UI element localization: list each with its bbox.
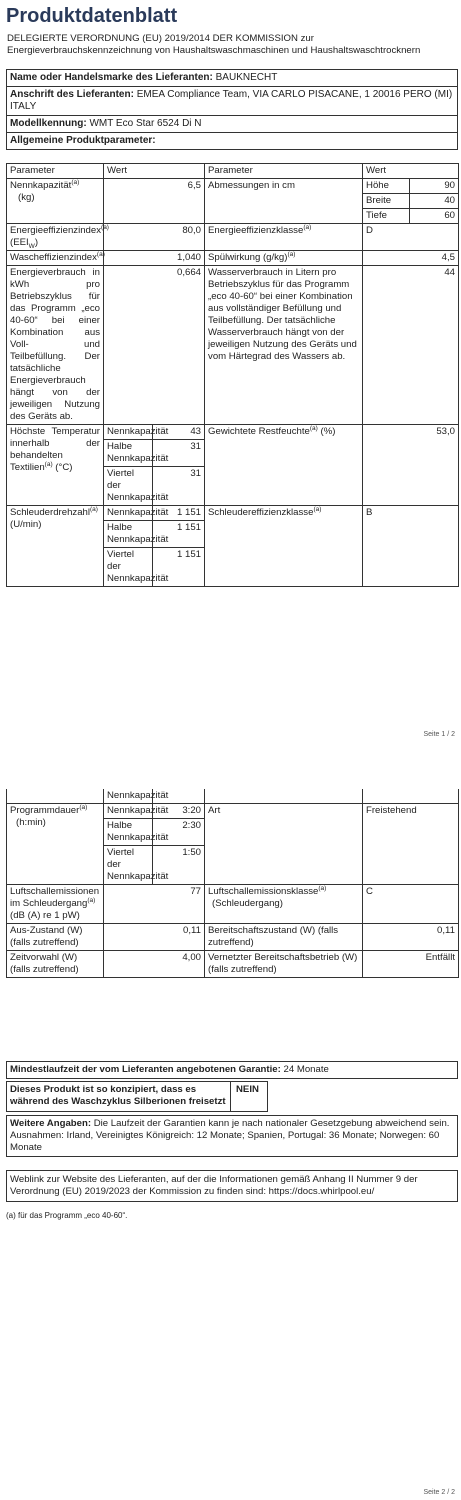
additional-info-box	[6, 1115, 458, 1157]
spin-unit: (U/min)	[10, 519, 42, 530]
spin-full-value: 1 151	[153, 506, 205, 521]
max-temp-cell	[7, 425, 104, 506]
water-consumption-value: 44	[363, 266, 459, 425]
noise-value: 77	[104, 885, 205, 924]
warranty-label: Mindestlaufzeit der vom Lieferanten angebotenen Garantie:	[10, 1064, 281, 1075]
load-quarter-label: Viertel der Nennkapazität	[104, 548, 153, 587]
table-row	[7, 789, 459, 804]
load-half-label: Halbe Nennkapazität	[104, 440, 153, 467]
duration-cell	[7, 804, 104, 885]
page-1	[0, 0, 461, 745]
parameters-table-2	[6, 789, 459, 978]
temp-full-value: 43	[153, 425, 205, 440]
eei-label: Energieeffizienzindex	[10, 225, 102, 236]
delay-start-label: Zeitvorwahl (W) (falls zutreffend)	[7, 951, 104, 978]
table-row	[363, 179, 458, 194]
spin-class-value: B	[363, 506, 459, 587]
header-value: Wert	[104, 164, 205, 179]
load-half-label: Halbe Nennkapazität	[104, 521, 153, 548]
duration-unit: (h:min)	[16, 817, 46, 828]
off-mode-value: 0,11	[104, 924, 205, 951]
width-label: Breite	[363, 194, 410, 209]
table-row	[7, 179, 459, 224]
max-temp-unit: (°C)	[55, 462, 73, 473]
energy-class-value: D	[363, 224, 459, 251]
temp-quarter-value: 31	[153, 467, 205, 506]
model-value: WMT Eco Star 6524 Di N	[89, 118, 202, 129]
table-row	[7, 924, 459, 951]
energy-consumption-value: 0,664	[104, 266, 205, 425]
weblink-text: Weblink zur Website des Lieferanten, auf der die Informationen gemäß Anhang II Nummer 9 der Verordnung (EU) 2019/2023 der Kommission zu finden sind:	[10, 1174, 418, 1197]
footnote-ref: (a)	[287, 250, 296, 258]
noise-class-value: C	[363, 885, 459, 924]
spin-cell	[7, 506, 104, 587]
networked-standby-label: Vernetzter Bereitschaftsbetrieb (W) (falls zutreffend)	[205, 951, 363, 978]
table-row	[7, 251, 459, 266]
page-2	[0, 745, 461, 1500]
rinse-label: Spülwirkung (g/kg)	[208, 252, 288, 263]
warranty-value: 24 Monate	[283, 1064, 329, 1075]
rinse-value: 4,5	[363, 251, 459, 266]
document-title: Produktdatenblatt	[6, 5, 178, 27]
width-value: 40	[410, 194, 459, 209]
wash-index-value: 1,040	[104, 251, 205, 266]
footnote-ref: (a)	[71, 178, 80, 186]
noise-label: Luftschallemissionen im Schleudergang	[10, 886, 100, 909]
spin-class-label: Schleudereffizienzklasse	[208, 507, 314, 518]
footnote-ref: (a)	[303, 223, 312, 231]
weblink-box	[6, 1170, 458, 1202]
supplier-label: Name oder Handelsmarke des Lieferanten:	[10, 72, 213, 83]
moisture-value: 53,0	[363, 425, 459, 506]
load-full-cont-label: Nennkapazität	[104, 789, 153, 804]
footnote-ref: (a)	[313, 505, 322, 513]
noise-unit: (dB (A) re 1 pW)	[10, 910, 80, 921]
standby-value: 0,11	[363, 924, 459, 951]
type-label: Art	[205, 804, 363, 885]
empty-cell	[363, 789, 459, 804]
load-quarter-label: Viertel der Nennkapazität	[104, 467, 153, 506]
additional-info-label: Weitere Angaben:	[10, 1118, 92, 1129]
delay-start-value: 4,00	[104, 951, 205, 978]
table-row	[7, 885, 459, 924]
spin-label: Schleuderdrehzahl	[10, 507, 91, 518]
wash-index-label: Wascheffizienzindex	[10, 252, 97, 263]
duration-label: Programmdauer	[10, 805, 80, 816]
table-row	[363, 209, 458, 224]
spin-class-cell	[205, 506, 363, 587]
warranty-box	[6, 1061, 458, 1079]
energy-class-label: Energieeffizienzklasse	[208, 225, 304, 236]
silver-ions-box	[6, 1081, 268, 1112]
spin-half-value: 1 151	[153, 521, 205, 548]
address-value: EMEA Compliance Team, VIA CARLO PISACANE, 1 20016 PERO (MI) ITALY	[10, 89, 453, 112]
silver-ions-value: NEIN	[236, 1084, 259, 1095]
dimensions-table	[363, 179, 458, 223]
empty-cell	[205, 789, 363, 804]
temp-half-value: 31	[153, 440, 205, 467]
footnote-ref: (a)	[96, 250, 105, 258]
depth-label: Tiefe	[363, 209, 410, 224]
eei-unit: (EEI	[10, 237, 29, 248]
wash-index-cell	[7, 251, 104, 266]
networked-standby-value: Entfällt	[363, 951, 459, 978]
noise-class-cell	[205, 885, 363, 924]
type-value: Freistehend	[363, 804, 459, 885]
additional-info-value: Die Laufzeit der Garantien kann je nach nationaler Gesetzgebung abweichend sein. Ausnahmen: Irland, Vereinigtes Königreich: 12 Monate; Spanien, Portugal: 36 Monate; Norwegen: 60 Monate	[10, 1118, 450, 1153]
load-full-label: Nennkapazität	[104, 804, 153, 819]
supplier-info-box	[6, 69, 458, 150]
footnote: (a) für das Programm „eco 40-60“.	[6, 1211, 128, 1220]
eei-cell: Energieeffizienzindex$^{(a)}$ $(EEI_W)$	[7, 224, 104, 251]
load-full-label: Nennkapazität	[104, 506, 153, 521]
dimensions-label: Abmessungen in cm	[205, 179, 363, 224]
general-params-row	[7, 132, 457, 149]
load-full-label: Nennkapazität	[104, 425, 153, 440]
height-value: 90	[410, 179, 459, 194]
model-row	[7, 115, 457, 132]
table-row	[7, 804, 459, 819]
load-quarter-label: Viertel der Nennkapazität	[104, 846, 153, 885]
spin-quarter-value: 1 151	[153, 548, 205, 587]
dimensions-cell	[363, 179, 459, 224]
table-row	[7, 951, 459, 978]
footnote-ref: (a)	[309, 424, 318, 432]
table-header-row	[7, 164, 459, 179]
rated-capacity-value: 6,5	[104, 179, 205, 224]
footnote-ref: (a)	[87, 896, 96, 904]
footnote-ref: (a)	[44, 460, 53, 468]
standby-label: Bereitschaftszustand (W) (falls zutreffend)	[205, 924, 363, 951]
rated-capacity-unit: (kg)	[18, 192, 35, 203]
address-label: Anschrift des Lieferanten:	[10, 89, 134, 100]
empty-cell	[7, 789, 104, 804]
noise-cell	[7, 885, 104, 924]
noise-class-label: Luftschallemissionsklasse	[208, 886, 319, 897]
table-row	[7, 506, 459, 521]
rated-capacity-cell	[7, 179, 104, 224]
off-mode-label: Aus-Zustand (W) (falls zutreffend)	[7, 924, 104, 951]
supplier-row	[7, 70, 457, 86]
silver-ions-divider	[230, 1081, 231, 1112]
page-number: Seite 2 / 2	[423, 1489, 455, 1496]
moisture-cell	[205, 425, 363, 506]
noise-class-unit: (Schleudergang)	[212, 898, 283, 909]
duration-half-value: 2:30	[153, 819, 205, 846]
header-value: Wert	[363, 164, 459, 179]
regulation-subtitle: DELEGIERTE VERORDNUNG (EU) 2019/2014 DER KOMMISSION zur Energieverbrauchskennzeichnung von Haushaltswaschmaschinen und Haushaltswaschtrocknern	[7, 33, 421, 56]
supplier-value: BAUKNECHT	[215, 72, 278, 83]
duration-quarter-value: 1:50	[153, 846, 205, 885]
energy-class-cell	[205, 224, 363, 251]
header-parameter: Parameter	[205, 164, 363, 179]
duration-full-value: 3:20	[153, 804, 205, 819]
height-label: Höhe	[363, 179, 410, 194]
energy-consumption-label: Energieverbrauch in kWh pro Betriebszyklus für das Programm „eco 40-60“ bei einer Kombination aus Voll- und Teilbefüllung. Der tatsächliche Energieverbrauch hängt von der jeweiligen Nutzung des Geräts ab.	[7, 266, 104, 425]
parameters-table-1	[6, 163, 459, 587]
max-temp-label: Höchste Temperatur innerhalb der behandelten Textilien	[10, 426, 100, 473]
footnote-ref: (a)	[79, 803, 88, 811]
weblink-url[interactable]: https://docs.whirlpool.eu/	[268, 1186, 375, 1197]
water-consumption-label: Wasserverbrauch in Litern pro Betriebszyklus für das Programm „eco 40-60“ bei einer Kombination aus vollständiger Befüllung und Teilbefüllung. Der tatsächliche Wasserverbrauch hängt von der jeweiligen Nutzung des Geräts und vom Härtegrad des Wassers ab.	[205, 266, 363, 425]
general-params-label: Allgemeine Produktparameter:	[10, 135, 156, 146]
rinse-cell	[205, 251, 363, 266]
footnote-ref: (a)	[318, 884, 327, 892]
table-row	[7, 266, 459, 425]
page-number: Seite 1 / 2	[423, 731, 455, 738]
footnote-ref: (a)	[90, 505, 98, 513]
depth-value: 60	[444, 210, 456, 221]
rated-capacity-label: Nennkapazität	[10, 180, 72, 191]
load-half-label: Halbe Nennkapazität	[104, 819, 153, 846]
eei-sub: W	[28, 242, 35, 250]
address-row	[7, 86, 457, 115]
header-parameter: Parameter	[7, 164, 104, 179]
model-label: Modellkennung:	[10, 118, 87, 129]
table-row	[7, 224, 459, 251]
footnote-ref: (a)	[101, 223, 109, 231]
table-row	[7, 425, 459, 440]
silver-ions-label: Dieses Produkt ist so konzipiert, dass es während des Waschzyklus Silberionen freisetzt	[10, 1084, 226, 1107]
moisture-unit: (%)	[320, 426, 336, 437]
moisture-label: Gewichtete Restfeuchte	[208, 426, 310, 437]
table-row	[363, 194, 458, 209]
eei-value: 80,0	[104, 224, 205, 251]
